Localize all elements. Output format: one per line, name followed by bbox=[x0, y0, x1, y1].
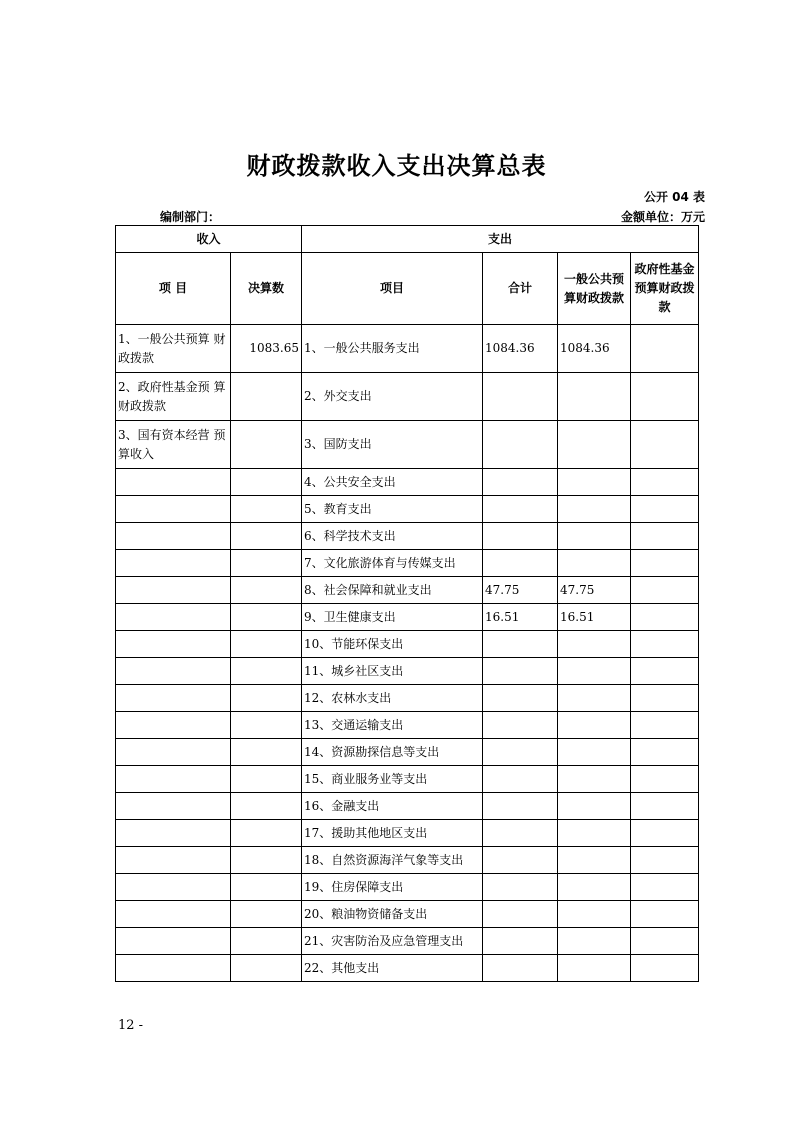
gov-fund-cell bbox=[631, 631, 699, 658]
expense-header: 支出 bbox=[302, 226, 699, 253]
gov-fund-cell bbox=[631, 712, 699, 739]
general-budget-cell bbox=[558, 766, 631, 793]
general-budget-cell: 1084.36 bbox=[558, 325, 631, 373]
general-budget-cell bbox=[558, 955, 631, 982]
expense-item-cell: 22、其他支出 bbox=[302, 955, 483, 982]
expense-item-cell: 14、资源勘探信息等支出 bbox=[302, 739, 483, 766]
gov-fund-cell bbox=[631, 739, 699, 766]
table-row bbox=[116, 739, 699, 766]
income-item-cell bbox=[116, 577, 231, 604]
table-body bbox=[116, 325, 699, 982]
expense-item-cell: 10、节能环保支出 bbox=[302, 631, 483, 658]
gov-fund-cell bbox=[631, 820, 699, 847]
total-cell bbox=[483, 820, 558, 847]
expense-item-header: 项目 bbox=[302, 253, 483, 325]
gov-fund-cell bbox=[631, 577, 699, 604]
table-row bbox=[116, 712, 699, 739]
fiscal-table bbox=[115, 225, 699, 982]
income-amount-cell bbox=[231, 373, 302, 421]
income-amount-cell bbox=[231, 496, 302, 523]
total-header: 合计 bbox=[483, 253, 558, 325]
expense-item-cell: 18、自然资源海洋气象等支出 bbox=[302, 847, 483, 874]
general-budget-cell bbox=[558, 658, 631, 685]
total-cell bbox=[483, 496, 558, 523]
table-row bbox=[116, 577, 699, 604]
gov-fund-cell bbox=[631, 604, 699, 631]
table-row bbox=[116, 847, 699, 874]
income-item-header: 项 目 bbox=[116, 253, 231, 325]
table-row bbox=[116, 421, 699, 469]
income-amount-cell bbox=[231, 523, 302, 550]
gov-fund-cell bbox=[631, 928, 699, 955]
table-row bbox=[116, 928, 699, 955]
expense-item-cell: 16、金融支出 bbox=[302, 793, 483, 820]
income-item-cell bbox=[116, 739, 231, 766]
gov-fund-cell bbox=[631, 469, 699, 496]
gov-fund-cell bbox=[631, 550, 699, 577]
income-item-cell bbox=[116, 712, 231, 739]
general-budget-cell bbox=[558, 928, 631, 955]
total-cell: 1084.36 bbox=[483, 325, 558, 373]
total-cell bbox=[483, 739, 558, 766]
general-budget-cell bbox=[558, 496, 631, 523]
expense-item-cell: 12、农林水支出 bbox=[302, 685, 483, 712]
income-amount-cell bbox=[231, 604, 302, 631]
general-budget-cell bbox=[558, 421, 631, 469]
income-item-cell: 1、一般公共预算 财政拨款 bbox=[116, 325, 231, 373]
income-amount-cell bbox=[231, 469, 302, 496]
general-budget-cell bbox=[558, 874, 631, 901]
income-amount-cell bbox=[231, 793, 302, 820]
income-amount-cell bbox=[231, 820, 302, 847]
expense-item-cell: 5、教育支出 bbox=[302, 496, 483, 523]
table-row bbox=[116, 793, 699, 820]
income-item-cell: 3、国有资本经营 预算收入 bbox=[116, 421, 231, 469]
income-item-cell bbox=[116, 469, 231, 496]
general-budget-cell bbox=[558, 739, 631, 766]
income-item-cell bbox=[116, 928, 231, 955]
income-amount-cell bbox=[231, 928, 302, 955]
table-row bbox=[116, 766, 699, 793]
table-row bbox=[116, 901, 699, 928]
income-item-cell bbox=[116, 766, 231, 793]
income-amount-cell bbox=[231, 577, 302, 604]
general-budget-cell bbox=[558, 820, 631, 847]
gov-fund-cell bbox=[631, 766, 699, 793]
table-row bbox=[116, 955, 699, 982]
general-budget-cell bbox=[558, 523, 631, 550]
gov-fund-cell bbox=[631, 421, 699, 469]
total-cell: 47.75 bbox=[483, 577, 558, 604]
table-row bbox=[116, 325, 699, 373]
income-item-cell bbox=[116, 685, 231, 712]
expense-item-cell: 17、援助其他地区支出 bbox=[302, 820, 483, 847]
total-cell bbox=[483, 469, 558, 496]
income-amount-cell bbox=[231, 421, 302, 469]
income-item-cell bbox=[116, 901, 231, 928]
expense-item-cell: 8、社会保障和就业支出 bbox=[302, 577, 483, 604]
general-budget-cell: 16.51 bbox=[558, 604, 631, 631]
income-amount-cell bbox=[231, 874, 302, 901]
table-row bbox=[116, 631, 699, 658]
income-item-cell bbox=[116, 820, 231, 847]
total-cell bbox=[483, 550, 558, 577]
expense-item-cell: 19、住房保障支出 bbox=[302, 874, 483, 901]
expense-item-cell: 15、商业服务业等支出 bbox=[302, 766, 483, 793]
gov-fund-cell bbox=[631, 955, 699, 982]
total-cell: 16.51 bbox=[483, 604, 558, 631]
page-number: 12 - bbox=[118, 1018, 144, 1033]
table-row bbox=[116, 523, 699, 550]
dept-label: 编制部门： bbox=[160, 210, 221, 224]
gov-fund-cell bbox=[631, 847, 699, 874]
gov-fund-cell bbox=[631, 373, 699, 421]
income-amount-header: 决算数 bbox=[231, 253, 302, 325]
expense-item-cell: 2、外交支出 bbox=[302, 373, 483, 421]
table-row bbox=[116, 604, 699, 631]
general-budget-cell: 47.75 bbox=[558, 577, 631, 604]
gov-fund-cell bbox=[631, 901, 699, 928]
gov-fund-cell bbox=[631, 523, 699, 550]
income-item-cell bbox=[116, 604, 231, 631]
income-amount-cell: 1083.65 bbox=[231, 325, 302, 373]
total-cell bbox=[483, 901, 558, 928]
gov-fund-cell bbox=[631, 496, 699, 523]
expense-item-cell: 7、文化旅游体育与传媒支出 bbox=[302, 550, 483, 577]
expense-item-cell: 21、灾害防治及应急管理支出 bbox=[302, 928, 483, 955]
general-budget-cell bbox=[558, 901, 631, 928]
total-cell bbox=[483, 955, 558, 982]
total-cell bbox=[483, 685, 558, 712]
gov-fund-cell bbox=[631, 658, 699, 685]
general-budget-cell bbox=[558, 550, 631, 577]
income-amount-cell bbox=[231, 766, 302, 793]
general-budget-cell bbox=[558, 631, 631, 658]
general-budget-header: 一般公共预算财政拨款 bbox=[558, 253, 631, 325]
income-amount-cell bbox=[231, 955, 302, 982]
gov-fund-cell bbox=[631, 325, 699, 373]
income-amount-cell bbox=[231, 739, 302, 766]
income-item-cell bbox=[116, 523, 231, 550]
gov-fund-header: 政府性基金预算财政拨款 bbox=[631, 253, 699, 325]
expense-item-cell: 11、城乡社区支出 bbox=[302, 658, 483, 685]
table-row bbox=[116, 496, 699, 523]
unit-label: 金额单位：万元 bbox=[620, 210, 705, 224]
income-item-cell bbox=[116, 847, 231, 874]
expense-item-cell: 1、一般公共服务支出 bbox=[302, 325, 483, 373]
general-budget-cell bbox=[558, 847, 631, 874]
total-cell bbox=[483, 523, 558, 550]
general-budget-cell bbox=[558, 793, 631, 820]
gov-fund-cell bbox=[631, 793, 699, 820]
total-cell bbox=[483, 631, 558, 658]
table-row bbox=[116, 469, 699, 496]
general-budget-cell bbox=[558, 685, 631, 712]
page-title: 财政拨款收入支出决算总表 bbox=[246, 152, 547, 180]
total-cell bbox=[483, 928, 558, 955]
expense-item-cell: 4、公共安全支出 bbox=[302, 469, 483, 496]
income-amount-cell bbox=[231, 847, 302, 874]
income-item-cell bbox=[116, 955, 231, 982]
expense-item-cell: 20、粮油物资储备支出 bbox=[302, 901, 483, 928]
general-budget-cell bbox=[558, 469, 631, 496]
total-cell bbox=[483, 712, 558, 739]
total-cell bbox=[483, 793, 558, 820]
table-row bbox=[116, 685, 699, 712]
total-cell bbox=[483, 373, 558, 421]
form-code: 公开 04 表 bbox=[643, 190, 705, 204]
expense-item-cell: 3、国防支出 bbox=[302, 421, 483, 469]
table-row bbox=[116, 550, 699, 577]
expense-item-cell: 6、科学技术支出 bbox=[302, 523, 483, 550]
total-cell bbox=[483, 766, 558, 793]
income-amount-cell bbox=[231, 901, 302, 928]
income-header: 收入 bbox=[116, 226, 302, 253]
income-item-cell bbox=[116, 793, 231, 820]
income-amount-cell bbox=[231, 685, 302, 712]
income-item-cell bbox=[116, 874, 231, 901]
income-amount-cell bbox=[231, 550, 302, 577]
income-amount-cell bbox=[231, 712, 302, 739]
gov-fund-cell bbox=[631, 685, 699, 712]
income-item-cell bbox=[116, 631, 231, 658]
table-row bbox=[116, 658, 699, 685]
gov-fund-cell bbox=[631, 874, 699, 901]
general-budget-cell bbox=[558, 373, 631, 421]
total-cell bbox=[483, 658, 558, 685]
income-amount-cell bbox=[231, 631, 302, 658]
expense-item-cell: 9、卫生健康支出 bbox=[302, 604, 483, 631]
total-cell bbox=[483, 847, 558, 874]
expense-item-cell: 13、交通运输支出 bbox=[302, 712, 483, 739]
general-budget-cell bbox=[558, 712, 631, 739]
income-item-cell bbox=[116, 496, 231, 523]
income-item-cell: 2、政府性基金预 算财政拨款 bbox=[116, 373, 231, 421]
income-item-cell bbox=[116, 550, 231, 577]
table-row bbox=[116, 820, 699, 847]
total-cell bbox=[483, 421, 558, 469]
income-item-cell bbox=[116, 658, 231, 685]
total-cell bbox=[483, 874, 558, 901]
table-row bbox=[116, 373, 699, 421]
income-amount-cell bbox=[231, 658, 302, 685]
table-row bbox=[116, 874, 699, 901]
